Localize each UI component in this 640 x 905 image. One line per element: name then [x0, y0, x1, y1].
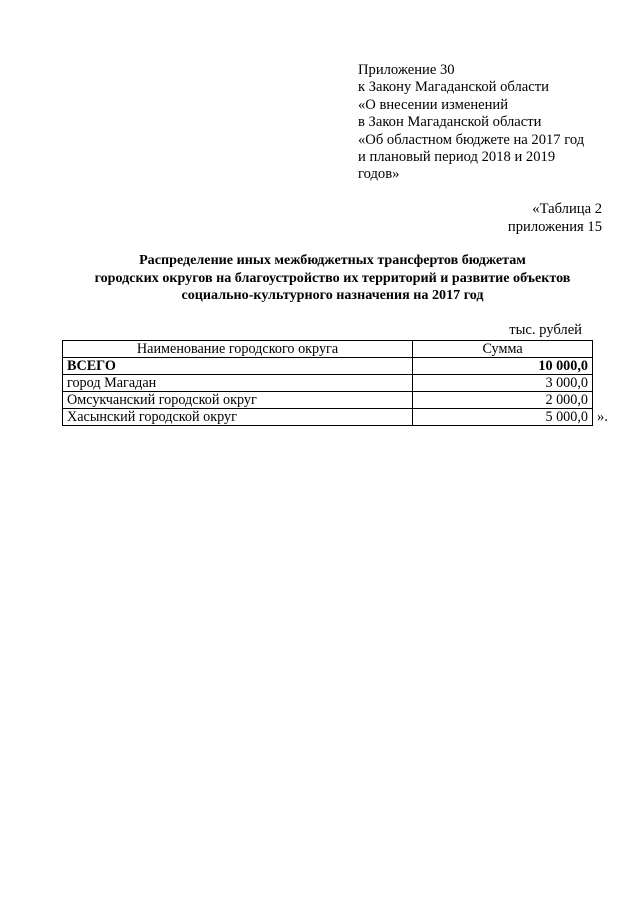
appendix-line: к Закону Магаданской области — [358, 79, 549, 96]
row-name: Хасынский городской округ — [63, 409, 413, 426]
table-row — [63, 409, 593, 426]
title-line: Распределение иных межбюджетных трансфертов бюджетам — [139, 252, 526, 268]
table-reference-line: приложения 15 — [507, 218, 602, 235]
appendix-line: в Закон Магаданской области — [358, 114, 542, 131]
row-sum: 3 000,0 — [413, 375, 593, 392]
closing-quote-mark: ». — [597, 409, 608, 425]
appendix-line: «Об областном бюджете на 2017 год — [358, 131, 585, 148]
row-sum: 5 000,0 — [413, 409, 593, 426]
appendix-line: и плановый период 2018 и 2019 — [358, 149, 556, 166]
row-name: ВСЕГО — [63, 358, 413, 375]
table-row-total — [63, 358, 593, 375]
row-sum: 2 000,0 — [413, 392, 593, 409]
title-line: социально-культурного назначения на 2017 год — [181, 287, 484, 304]
table-header-row — [63, 341, 593, 358]
table-reference-line: «Таблица 2 — [532, 201, 602, 217]
appendix-line: годов» — [358, 166, 400, 183]
table-row — [63, 392, 593, 409]
units-label: тыс. рублей — [509, 322, 582, 338]
table-reference — [508, 201, 602, 236]
appendix-line: «О внесении изменений — [358, 96, 509, 113]
row-name: Омсукчанский городской округ — [63, 392, 413, 409]
appendix-line: Приложение 30 — [358, 62, 455, 78]
table-row — [63, 375, 593, 392]
row-name: город Магадан — [63, 375, 413, 392]
row-sum: 10 000,0 — [413, 358, 593, 375]
document-title — [40, 252, 625, 305]
column-header-name: Наименование городского округа — [63, 341, 413, 358]
transfers-table — [62, 340, 593, 426]
appendix-reference — [358, 62, 628, 184]
column-header-sum: Сумма — [413, 341, 593, 358]
title-line: городских округов на благоустройство их территорий и развитие объектов — [94, 269, 571, 286]
